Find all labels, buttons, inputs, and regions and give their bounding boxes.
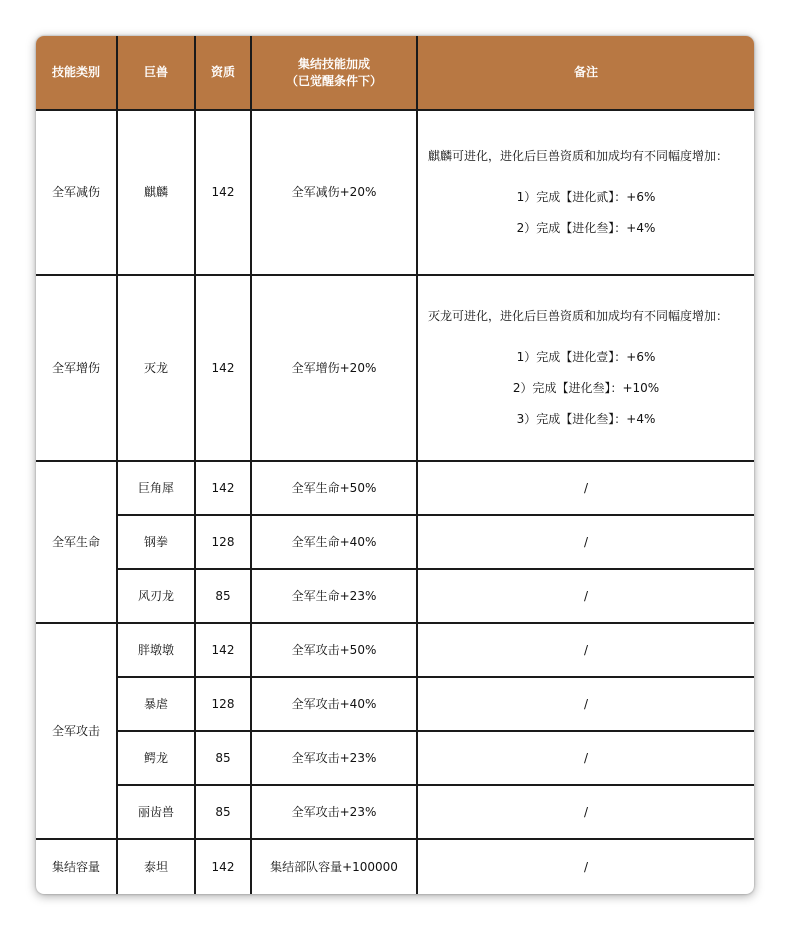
remark-cell — [417, 110, 754, 275]
beast-cell: 胖墩墩 — [117, 623, 195, 677]
remark-cell: / — [417, 839, 754, 894]
aptitude-cell: 85 — [195, 569, 251, 623]
table-row — [36, 569, 754, 623]
header-beast: 巨兽 — [117, 36, 195, 110]
aptitude-cell: 85 — [195, 731, 251, 785]
table-row — [36, 785, 754, 839]
aptitude-cell: 128 — [195, 515, 251, 569]
bonus-cell: 全军攻击+23% — [251, 785, 417, 839]
bonus-cell: 全军减伤+20% — [251, 110, 417, 275]
remark-item: 2）完成【进化叁】：+10% — [512, 381, 660, 395]
remark-intro: 灭龙可进化，进化后巨兽资质和加成均有不同幅度增加： — [428, 309, 729, 324]
category-cell: 全军攻击 — [36, 623, 117, 839]
table-row — [36, 515, 754, 569]
category-cell: 全军生命 — [36, 461, 117, 623]
aptitude-cell: 128 — [195, 677, 251, 731]
remark-item: 2）完成【进化叁】：+4% — [516, 220, 656, 235]
beast-skill-table — [36, 36, 754, 894]
table-row — [36, 731, 754, 785]
beast-cell: 丽齿兽 — [117, 785, 195, 839]
table-row — [36, 839, 754, 894]
bonus-cell: 全军攻击+50% — [251, 623, 417, 677]
header-bonus — [251, 36, 417, 110]
bonus-cell: 全军攻击+40% — [251, 677, 417, 731]
remark-cell: / — [417, 569, 754, 623]
aptitude-cell: 142 — [195, 110, 251, 275]
table-card — [36, 36, 754, 894]
header-bonus-line1: 集结技能加成 — [297, 56, 370, 71]
remark-item: 3）完成【进化叁】：+4% — [516, 411, 656, 426]
remark-item: 1）完成【进化贰】：+6% — [516, 190, 656, 205]
aptitude-cell: 142 — [195, 461, 251, 515]
table-row — [36, 110, 754, 275]
remark-cell: / — [417, 731, 754, 785]
beast-cell: 麒麟 — [117, 110, 195, 275]
remark-cell: / — [417, 461, 754, 515]
bonus-cell: 集结部队容量+100000 — [251, 839, 417, 894]
category-cell: 全军增伤 — [36, 275, 117, 461]
beast-cell: 暴虐 — [117, 677, 195, 731]
category-cell: 集结容量 — [36, 839, 117, 894]
bonus-cell: 全军生命+50% — [251, 461, 417, 515]
beast-cell: 泰坦 — [117, 839, 195, 894]
beast-cell: 灭龙 — [117, 275, 195, 461]
bonus-cell: 全军生命+23% — [251, 569, 417, 623]
beast-cell: 钢拳 — [117, 515, 195, 569]
beast-cell: 风刃龙 — [117, 569, 195, 623]
remark-intro: 麒麟可进化，进化后巨兽资质和加成均有不同幅度增加： — [428, 149, 729, 164]
remark-cell: / — [417, 785, 754, 839]
bonus-cell: 全军生命+40% — [251, 515, 417, 569]
bonus-cell: 全军攻击+23% — [251, 731, 417, 785]
category-cell: 全军减伤 — [36, 110, 117, 275]
beast-cell: 巨角犀 — [117, 461, 195, 515]
aptitude-cell: 142 — [195, 839, 251, 894]
beast-cell: 鳄龙 — [117, 731, 195, 785]
remark-item: 1）完成【进化壹】：+6% — [516, 350, 656, 365]
remark-cell — [417, 275, 754, 461]
table-row — [36, 677, 754, 731]
aptitude-cell: 85 — [195, 785, 251, 839]
remark-cell: / — [417, 677, 754, 731]
table-row — [36, 623, 754, 677]
remark-cell: / — [417, 623, 754, 677]
table-row — [36, 275, 754, 461]
aptitude-cell: 142 — [195, 623, 251, 677]
header-type: 技能类别 — [36, 36, 117, 110]
aptitude-cell: 142 — [195, 275, 251, 461]
header-bonus-line2: （已觉醒条件下） — [285, 73, 382, 88]
header-aptitude: 资质 — [195, 36, 251, 110]
header-remark: 备注 — [417, 36, 754, 110]
remark-cell: / — [417, 515, 754, 569]
header-row — [36, 36, 754, 110]
bonus-cell: 全军增伤+20% — [251, 275, 417, 461]
table-row — [36, 461, 754, 515]
